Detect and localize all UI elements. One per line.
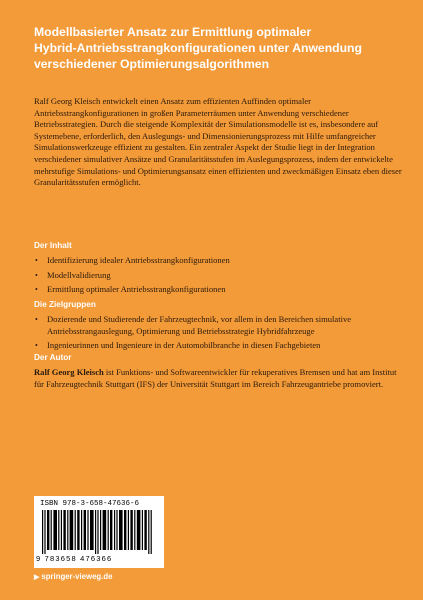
book-description: Ralf Georg Kleisch entwickelt einen Ansatz zum effizienten Auffinden optimaler Antriebsstrangkonfigurationen in großen Parameterräumen unter Anwendung verschiedener Betriebsstrategien. Durch die steigende Komplexität der Simulationsmodelle ist es, insbesondere auf Systemebene, erforderlich, den Auslegungs- und Dimensionierungsprozess mit Hilfe umfangreicher Simulationswerkzeuge effizient zu gestalten. Ein zentraler Aspekt der Studie liegt in der Integration verschiedener simulativer Ansätze und Granularitätsstufen im Auslegungsprozess, indem der entwickelte mehrstufige Simulations- und Optimierungsansatz einen effizienten und zweckmäßigen Einsatz eben dieser Granularitätsstufen ermöglicht. [34,96,402,188]
isbn-barcode [34,496,164,568]
list-item: • Dozierende und Studierende der Fahrzeugtechnik, vor allem in den Bereichen simulative Antriebsstrangauslegung, Optimierung und Betriebsstrategie Hybridfahrzeuge [35,314,352,336]
bullet-icon: • [35,341,38,351]
author-bio [34,367,404,390]
headline-line-1: Modellbasierter Ansatz zur Ermittlung optimaler [34,25,312,39]
contents-heading: Der Inhalt [34,241,72,250]
headline-line-2: Hybrid-Antriebsstrangkonfigurationen unter Anwendung [34,41,362,55]
publisher-website[interactable] [34,572,112,581]
barcode-digits: 9 783658 476366 [36,554,113,563]
bullet-icon: • [35,270,38,280]
author-heading: Der Autor [34,353,72,362]
headline-line-3: verschiedener Optimierungsalgorithmen [34,57,270,71]
arrow-right-icon: ▶ [34,574,40,581]
list-item: • Identifizierung idealer Antriebsstrangkonfigurationen [35,255,230,265]
publisher-website-label: springer-vieweg.de [41,572,113,581]
isbn-number: ISBN 978-3-658-47636-6 [40,500,140,508]
barcode-icon [34,510,164,554]
audience-heading: Die Zielgruppen [34,300,96,309]
list-item: • Ingenieurinnen und Ingenieure in der Automobilbranche in diesen Fachgebieten [35,340,321,351]
author-name: Ralf Georg Kleisch [34,367,104,377]
bullet-icon: • [35,256,38,265]
bullet-icon: • [35,285,38,295]
audience-list [34,314,404,355]
author-bio-text: ist Funktions- und Softwareentwickler für rekuperatives Bremsen und hat am Institut für Fahrzeugtechnik Stuttgart (IFS) der Universität Stuttgart im Bereich Fahrzeugantriebe promoviert. [34,367,397,389]
bullet-icon: • [35,315,38,324]
list-item: • Modellvalidierung [35,269,111,280]
back-cover-headline [34,24,404,72]
contents-list [34,255,404,299]
list-item: • Ermittlung optimaler Antriebsstrangkonfigurationen [35,284,226,295]
